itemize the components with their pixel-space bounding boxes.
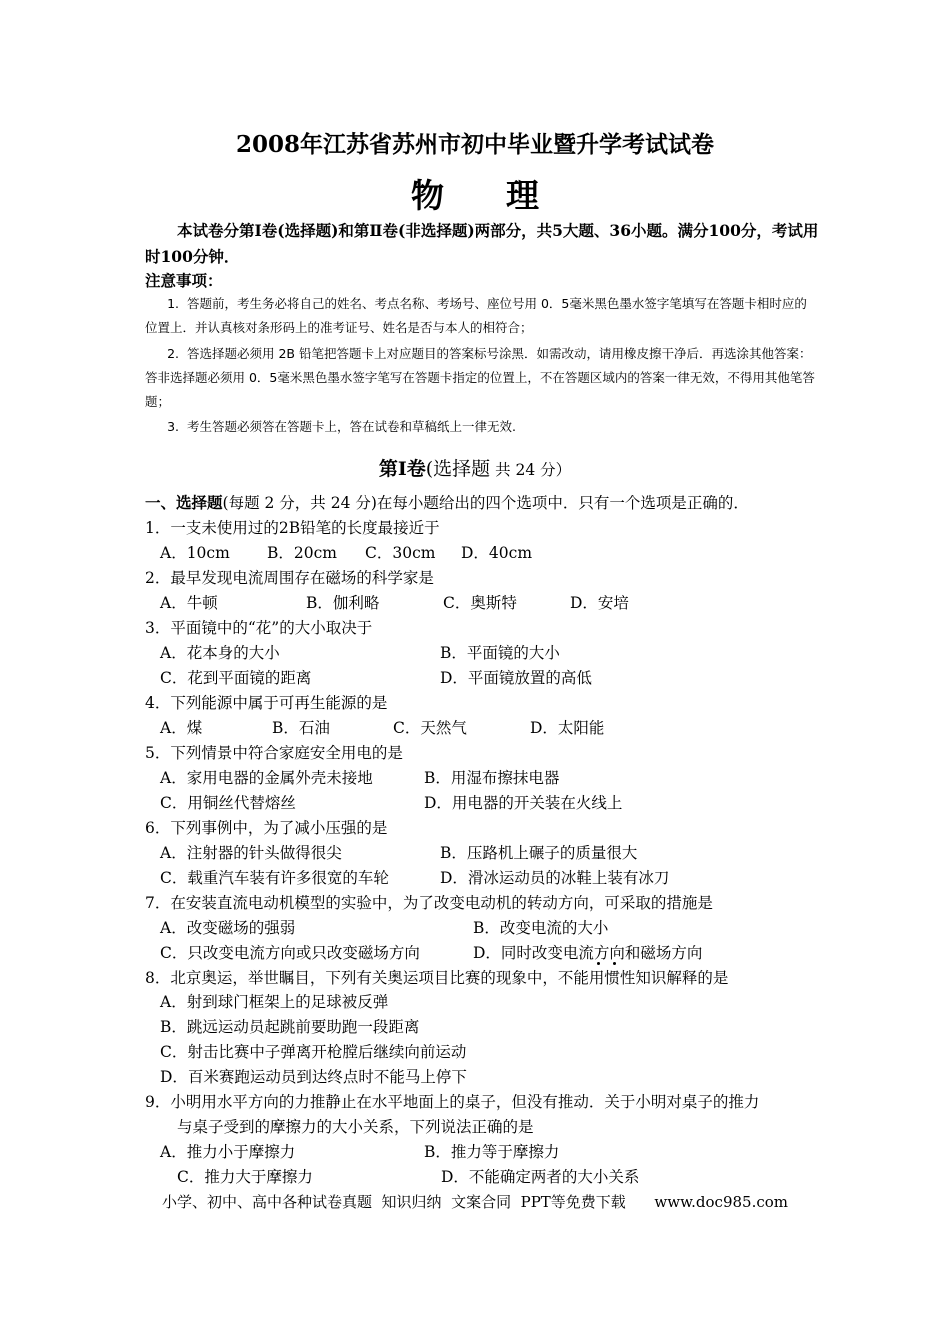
exam-intro: 本试卷分第Ⅰ卷(选择题)和第Ⅱ卷(非选择题)两部分，共5大题、36小题。满分100分，考试用时100分钟． [145, 221, 819, 266]
question-option: D．百米赛跑运动员到达终点时不能马上停下 [160, 1068, 467, 1086]
question-stem: 7．在安装直流电动机模型的实验中，为了改变电动机的转动方向，可采取的措施是 [145, 894, 713, 912]
question-option: C．奥斯特 [443, 594, 517, 612]
question-option: C．花到平面镜的距离 [160, 669, 312, 687]
subject-title: 物理 [411, 176, 601, 215]
notice-number: 2. [167, 346, 179, 361]
question-option: A．注射器的针头做得很尖 [160, 844, 342, 862]
part-heading-bold: 一、选择题 [145, 493, 223, 512]
footer-note: 小学、初中、高中各种试卷真题 知识归纳 文案合同 PPT等免费下载 www.doc985.com [162, 1193, 789, 1211]
question-stem: 1．一支未使用过的2B铅笔的长度最接近于 [145, 519, 440, 537]
notice-number: 1. [167, 296, 179, 311]
question-stem: 4．下列能源中属于可再生能源的是 [145, 694, 388, 712]
question-option: A．射到球门框架上的足球被反弹 [160, 993, 389, 1011]
question-stem: 5．下列情景中符合家庭安全用电的是 [145, 744, 403, 762]
notice-heading: 注意事项： [145, 271, 223, 290]
question-option: C．30cm [365, 544, 436, 562]
section-heading [0, 454, 950, 481]
question-option: D．用电器的开关装在火线上 [424, 794, 623, 812]
question-stem: 3．平面镜中的“花”的大小取决于 [145, 619, 373, 637]
notice-text: 考生答题必须答在答题卡上，答在试卷和草稿纸上一律无效. [187, 419, 516, 434]
question-stem: 8．北京奥运，举世瞩目，下列有关奥运项目比赛的现象中，不能用惯性知识解释的是 [145, 969, 729, 987]
question-stem-continued: 与桌子受到的摩擦力的大小关系，下列说法正确的是 [177, 1118, 534, 1136]
section-title-rest: (选择题 [425, 458, 491, 480]
section-title-score: 共 24 分） [490, 461, 572, 479]
question-option: D．安培 [570, 594, 629, 612]
notice-text: 答题前，考生务必将自己的姓名、考点名称、考场号、座位号用 0．5毫米黑色墨水签字笔填写在答题卡相时应的位置上．并认真核对条形码上的准考证号、姓名是否与本人的相符合； [145, 296, 807, 335]
question-option: A．推力小于摩擦力 [160, 1143, 296, 1161]
question-option: A．花本身的大小 [160, 644, 280, 662]
question-stem: 9．小明用水平方向的力推静止在水平地面上的桌子，但没有推动．关于小明对桌子的推力 [145, 1093, 760, 1111]
question-option: A．家用电器的金属外壳未接地 [160, 769, 373, 787]
question-option: D．不能确定两者的大小关系 [441, 1168, 640, 1186]
notice-number: 3. [167, 419, 179, 434]
question-option: A．10cm [160, 544, 230, 562]
question-option: B．用湿布擦抹电器 [424, 769, 560, 787]
question-option: A．煤 [160, 719, 203, 737]
question-option: D．太阳能 [530, 719, 605, 737]
question-option: A．改变磁场的强弱 [160, 919, 296, 937]
question-option: A．牛顿 [160, 594, 218, 612]
question-stem: 2．最早发现电流周围存在磁场的科学家是 [145, 569, 434, 587]
question-option: B．跳远运动员起跳前要助跑一段距离 [160, 1018, 420, 1036]
question-option: C．射击比赛中子弹离开枪膛后继续向前运动 [160, 1043, 467, 1061]
question-option: C．推力大于摩擦力 [177, 1168, 313, 1186]
question-option: B．石油 [272, 719, 330, 737]
question-stem: 6．下列事例中，为了减小压强的是 [145, 819, 388, 837]
question-option: D．同时改变电流方向和磁场方向 [473, 944, 703, 962]
question-option: B．伽利略 [306, 594, 380, 612]
emphasis-dot [597, 962, 600, 965]
exam-title: 2008年江苏省苏州市初中毕业暨升学考试试卷 [235, 131, 714, 158]
question-option: C．用铜丝代替熔丝 [160, 794, 296, 812]
part-heading-rest: (每题 2 分，共 24 分)在每小题给出的四个选项中．只有一个选项是正确的． [222, 494, 749, 512]
notice-text: 答选择题必须用 2B 铅笔把答题卡上对应题目的答案标号涂黑．如需改动，请用橡皮擦干净后．再选涂其他答案：答非选择题必须用 0．5毫米黑色墨水签字笔写在答题卡指定的位置上，不在答题区域内的答案一律无效，不得用其他笔答题； [145, 346, 815, 409]
question-option: C．天然气 [393, 719, 467, 737]
question-option: B．推力等于摩擦力 [424, 1143, 560, 1161]
question-option: B．压路机上碾子的质量很大 [440, 844, 638, 862]
part-heading [145, 491, 749, 513]
question-option: D．40cm [461, 544, 533, 562]
question-option: C．载重汽车装有许多很宽的车轮 [160, 869, 389, 887]
question-option: D．平面镜放置的高低 [440, 669, 592, 687]
notice-item-3 [145, 415, 817, 439]
question-option: B．20cm [267, 544, 337, 562]
notice-item-1 [145, 292, 817, 340]
question-option: D．滑冰运动员的冰鞋上装有冰刀 [440, 869, 670, 887]
emphasis-dot [613, 962, 616, 965]
question-option: B．改变电流的大小 [473, 919, 609, 937]
section-title-bold: 第Ⅰ卷 [378, 458, 426, 480]
notice-item-2 [145, 342, 817, 414]
question-option: C．只改变电流方向或只改变磁场方向 [160, 944, 420, 962]
question-option: B．平面镜的大小 [440, 644, 560, 662]
